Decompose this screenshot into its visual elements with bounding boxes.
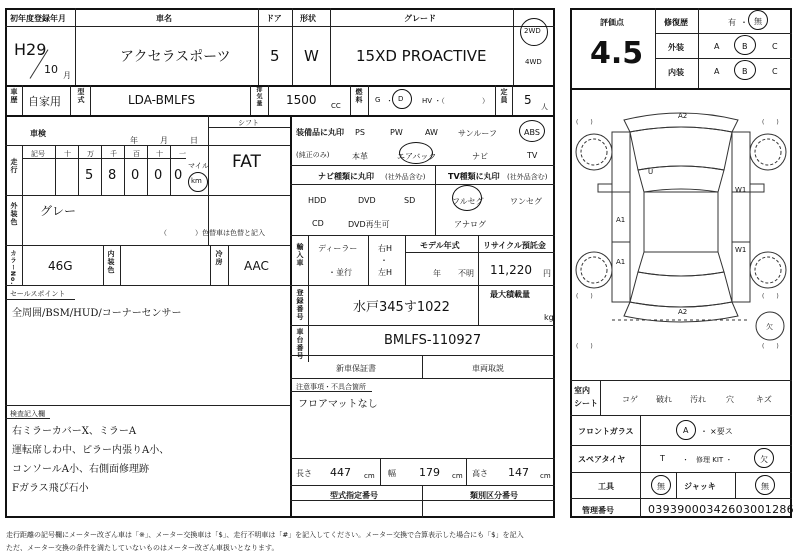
navi-hdd: HDD xyxy=(308,196,327,205)
equip-pw: PW xyxy=(390,128,403,137)
equip-leather: 本革 xyxy=(352,152,368,161)
windshield-dot: ・ xyxy=(700,427,708,436)
col-divider xyxy=(90,85,91,115)
col-divider xyxy=(22,85,23,115)
mileage-symbol-label: 記号 xyxy=(31,150,45,158)
row-divider xyxy=(5,405,290,406)
unit-2: 千 xyxy=(110,150,117,158)
warranty-manual: 車両取説 xyxy=(472,364,504,373)
col-divider xyxy=(22,145,23,195)
col-divider xyxy=(513,8,514,85)
row-divider xyxy=(290,165,555,166)
import-left: 左H xyxy=(378,268,393,277)
fuel-dot: ・ xyxy=(386,97,393,105)
fuel-g: G xyxy=(375,96,381,104)
windshield-label: フロントガラス xyxy=(578,427,634,436)
col-divider xyxy=(124,145,125,195)
digit-4: 0 xyxy=(174,168,183,183)
seat-label-2: シート xyxy=(574,399,598,408)
repair-no: 無 xyxy=(754,17,762,26)
col-divider xyxy=(103,245,104,285)
model-label: 型式 xyxy=(77,88,85,104)
svg-text:( ): ( ) xyxy=(762,293,779,300)
max-load-kg: kg xyxy=(544,313,554,322)
svg-text:( ): ( ) xyxy=(762,343,779,350)
repair-label: 修復歴 xyxy=(664,18,688,27)
notes-underline xyxy=(290,391,372,392)
month-value: 10 xyxy=(44,63,58,76)
registration-value: 水戸345す1022 xyxy=(353,300,450,315)
shift-label: シフト xyxy=(238,119,259,127)
kind-value: 自家用 xyxy=(28,95,61,108)
class-label: 類別区分番号 xyxy=(470,491,518,500)
diagram-mark-front: A2 xyxy=(678,112,688,120)
exterior-grade-label: 外装 xyxy=(668,43,684,52)
tv-fullseg: フルセグ xyxy=(452,197,484,206)
row-divider xyxy=(5,285,290,286)
management-value: 0393900034260300128​6 xyxy=(648,503,794,516)
fuel-label: 燃料 xyxy=(355,88,363,104)
col-divider xyxy=(368,235,369,285)
row-divider xyxy=(655,33,792,34)
import-dealer: ディーラー xyxy=(318,244,358,253)
equipment-sublabel: (純正のみ) xyxy=(296,151,330,159)
equip-tv: TV xyxy=(527,151,538,160)
col-divider xyxy=(422,485,423,518)
shift-value: FAT xyxy=(232,152,261,172)
row-divider xyxy=(570,472,792,473)
col-divider xyxy=(120,245,121,285)
navi-label: ナビ種類に丸印 xyxy=(318,172,374,181)
tv-label: TV種類に丸印 xyxy=(448,172,500,181)
navi-sd: SD xyxy=(404,196,416,205)
height-value: 147 xyxy=(508,466,529,479)
shape-value: W xyxy=(304,47,319,65)
jack-value: 無 xyxy=(761,482,769,491)
recycle-yen: 円 xyxy=(543,269,551,278)
tv-analog: アナログ xyxy=(454,220,486,229)
row-divider xyxy=(290,235,555,236)
sales-point-value: 全周囲/BSM/HUD/コーナーセンサー xyxy=(12,308,182,319)
col-divider xyxy=(676,472,677,498)
digit-3: 0 xyxy=(154,168,163,183)
equip-sunroof: サンルーフ xyxy=(458,129,497,138)
row-divider xyxy=(570,88,792,90)
col-divider xyxy=(22,245,23,285)
model-year-unit: 年 xyxy=(433,269,441,278)
score-value: 4.5 xyxy=(590,36,644,71)
navi-dvd-play: DVD再生可 xyxy=(348,220,390,229)
row-divider xyxy=(570,415,792,416)
kind-label: 車歴 xyxy=(10,88,18,104)
seat-opt-2: 汚れ xyxy=(690,395,706,404)
col-divider xyxy=(208,115,209,245)
fuel-hv: HV ・（ xyxy=(422,97,445,105)
windshield-replace: ×要ス xyxy=(710,427,733,436)
header-label-line xyxy=(5,26,555,27)
col-divider xyxy=(405,235,406,285)
svg-text:( ): ( ) xyxy=(576,293,593,300)
col-divider xyxy=(55,145,56,195)
inspection-year-unit: 年 xyxy=(130,136,138,145)
col-divider xyxy=(292,8,293,85)
col-divider xyxy=(422,355,423,378)
door-label: ドア xyxy=(266,14,282,23)
equip-ps: PS xyxy=(355,128,365,137)
col-divider xyxy=(640,415,641,518)
length-label: 長さ xyxy=(296,469,312,478)
exterior-grade-a: A xyxy=(714,42,720,51)
aircon-label: 冷房 xyxy=(215,250,223,266)
grade-label: グレード xyxy=(404,14,436,23)
col-divider xyxy=(22,195,23,245)
diagram-mark-left-rear: A1 xyxy=(616,258,626,266)
color-no-label: カラーNo. xyxy=(9,250,16,286)
digit-2: 0 xyxy=(131,168,140,183)
score-label: 評価点 xyxy=(600,18,624,27)
designation-line xyxy=(290,500,555,501)
seat-opt-1: 破れ xyxy=(656,395,672,404)
col-divider xyxy=(170,145,171,195)
height-cm: cm xyxy=(540,472,551,480)
col-divider xyxy=(350,85,351,115)
mile-label: マイル xyxy=(188,162,209,170)
model-year-label: モデル年式 xyxy=(420,241,460,250)
row-divider xyxy=(570,380,792,381)
inspection-month-unit: 月 xyxy=(160,136,168,145)
equip-navi: ナビ xyxy=(472,152,488,161)
col-divider xyxy=(268,85,269,115)
year-value: H29 xyxy=(14,40,47,59)
interior-color-label: 内装色 xyxy=(107,250,115,274)
import-label: 輸入車 xyxy=(296,243,304,267)
navi-dvd: DVD xyxy=(358,196,376,205)
height-label: 高さ xyxy=(472,469,488,478)
recycle-value: 11,220 xyxy=(490,263,532,277)
diagram-mark-rear: A2 xyxy=(678,308,688,316)
interior-grade-b: B xyxy=(742,67,748,76)
unit-3: 百 xyxy=(133,150,140,158)
row-divider xyxy=(570,498,792,499)
warranty-new: 新車保証書 xyxy=(336,364,376,373)
car-name-value: アクセラスポーツ xyxy=(120,49,231,65)
col-divider xyxy=(435,165,436,235)
capacity-label: 定員 xyxy=(500,88,508,104)
seat-label-1: 室内 xyxy=(574,386,590,395)
col-divider xyxy=(78,145,79,195)
digit-0: 5 xyxy=(85,168,94,183)
fuel-d: D xyxy=(398,95,404,103)
diagram-mark-roof: U xyxy=(648,168,654,176)
svg-text:( ): ( ) xyxy=(576,343,593,350)
equipment-label: 装備品に丸印 xyxy=(296,128,344,137)
seat-opt-3: 穴 xyxy=(726,395,734,404)
navi-sub: (社外品含む) xyxy=(385,173,426,181)
unit-5: 一 xyxy=(179,150,186,158)
col-divider xyxy=(478,285,479,325)
displacement-label: 排気量 xyxy=(255,86,262,107)
fuel-close: ） xyxy=(482,97,489,105)
col-divider xyxy=(466,458,467,485)
exterior-grade-b: B xyxy=(742,42,748,51)
repair-dot: ・ xyxy=(740,18,748,27)
sales-underline xyxy=(5,299,75,300)
tools-label: 工具 xyxy=(598,482,614,491)
width-value: 179 xyxy=(419,466,440,479)
navi-header-line xyxy=(290,184,555,185)
inspector-line-3: Fガラス飛び石小 xyxy=(12,483,89,494)
col-divider xyxy=(250,85,251,115)
unit-4: 十 xyxy=(156,150,163,158)
interior-grade-label: 内装 xyxy=(668,68,684,77)
row-divider xyxy=(290,458,555,459)
displacement-value: 1500 xyxy=(286,93,317,107)
import-dot: ・ xyxy=(380,256,388,265)
inspector-underline xyxy=(5,418,50,419)
unit-0: 十 xyxy=(64,150,71,158)
recycle-label: リサイクル預託金 xyxy=(483,241,546,250)
inspector-line-1: 運転席しわ中、ピラー内張りA小、 xyxy=(12,445,170,456)
col-divider xyxy=(600,380,601,415)
col-divider xyxy=(75,8,76,85)
length-cm: cm xyxy=(364,472,375,480)
row-divider xyxy=(290,325,555,326)
row-divider xyxy=(5,195,290,196)
col-divider xyxy=(228,245,229,285)
tools-value: 無 xyxy=(657,482,665,491)
col-divider xyxy=(70,85,71,115)
diagram-mark-right-front: W1 xyxy=(735,186,747,194)
shape-label: 形状 xyxy=(300,14,316,23)
model-value: LDA-BMLFS xyxy=(128,93,196,107)
seat-opt-0: コゲ xyxy=(622,395,638,404)
col-divider xyxy=(495,85,496,115)
length-value: 447 xyxy=(330,466,351,479)
col-divider xyxy=(258,8,259,85)
col-divider xyxy=(308,235,309,285)
drive-4wd: 4WD xyxy=(525,58,542,66)
chassis-value: BMLFS-110927 xyxy=(384,333,482,348)
equip-abs: ABS xyxy=(524,128,540,137)
diagram-mark-right-rear: W1 xyxy=(735,246,747,254)
svg-text:( ): ( ) xyxy=(576,119,593,126)
spare-label: スペアタイヤ xyxy=(578,455,626,464)
km-label: km xyxy=(191,177,202,185)
col-divider xyxy=(210,245,211,285)
sales-point-label: セールスポイント xyxy=(10,290,66,298)
row-divider xyxy=(570,445,792,446)
inspector-label: 検査記入欄 xyxy=(10,410,45,418)
import-header-line xyxy=(405,252,555,253)
diagram-mark-spare: 欠 xyxy=(766,323,773,331)
row-divider xyxy=(290,378,555,379)
digit-1: 8 xyxy=(108,168,117,183)
jack-label: ジャッキ xyxy=(684,482,716,491)
navi-cd: CD xyxy=(312,219,324,228)
exterior-note: （ ）色替車は色替と記入 xyxy=(160,229,265,237)
tv-sub: (社外品含む) xyxy=(507,173,548,181)
notes-value: フロアマットなし xyxy=(298,399,378,410)
equip-airbag: エアバック xyxy=(397,152,437,161)
col-divider xyxy=(308,285,309,362)
inspection-day-unit: 日 xyxy=(190,136,198,145)
designation-label: 型式指定番号 xyxy=(330,491,378,500)
spare-t: T xyxy=(660,454,665,463)
width-label: 幅 xyxy=(388,469,396,478)
col-divider xyxy=(478,235,479,285)
col-divider xyxy=(655,8,656,88)
capacity-value: 5 xyxy=(524,93,532,107)
exterior-grade-c: C xyxy=(772,42,778,51)
width-cm: cm xyxy=(452,472,463,480)
year-label: 初年度登録年月 xyxy=(10,14,66,23)
doors-value: 5 xyxy=(270,47,280,65)
drive-2wd: 2WD xyxy=(524,27,541,35)
color-no-value: 46G xyxy=(48,259,73,273)
row-divider xyxy=(5,115,555,117)
col-divider xyxy=(735,472,736,498)
col-divider xyxy=(101,145,102,195)
footer-line-2: ただ、メーター交換の条件を満たしていないものはメーター改ざん車扱いとなります。 xyxy=(6,544,279,552)
cc-unit: CC xyxy=(331,102,341,110)
capacity-unit: 人 xyxy=(541,103,548,111)
model-year-unknown: 不明 xyxy=(458,269,474,278)
col-divider xyxy=(698,8,699,88)
exterior-label: 外装色 xyxy=(10,202,18,226)
unit-1: 万 xyxy=(87,150,94,158)
windshield-mark: A xyxy=(683,426,689,435)
exterior-value: グレー xyxy=(40,204,77,218)
month-unit: 月 xyxy=(63,71,71,80)
inspection-label: 車検 xyxy=(30,129,46,138)
svg-text:( ): ( ) xyxy=(762,119,779,126)
seat-opt-4: キズ xyxy=(756,395,772,404)
col-divider xyxy=(368,85,369,115)
import-right: 右H xyxy=(378,244,393,253)
diagram-mark-left-front: A1 xyxy=(616,216,626,224)
row-divider xyxy=(5,85,555,87)
row-divider xyxy=(290,285,555,286)
footer-line-1: 走行距離の記号欄にメーター改ざん車は「※」、メーター交換車は「$」、走行不明車は「#」を記入してください。メーター交換で合算表示した場合にも「$」を記入 xyxy=(6,531,524,539)
row-divider xyxy=(5,245,290,246)
tv-oneseg: ワンセグ xyxy=(510,197,542,206)
col-divider xyxy=(330,8,331,85)
management-label: 管理番号 xyxy=(582,506,614,515)
equip-aw: AW xyxy=(425,128,438,137)
repair-yes: 有 xyxy=(728,18,736,27)
chassis-label: 車台番号 xyxy=(296,328,304,360)
inspector-line-2: コンソールA小、右側面修理跡 xyxy=(12,464,150,475)
inspector-line-0: 右ミラーカバーX、ミラーA xyxy=(12,426,137,437)
grade-value: 15XD PROACTIVE xyxy=(356,47,487,65)
interior-grade-c: C xyxy=(772,67,778,76)
col-divider xyxy=(380,458,381,485)
col-divider xyxy=(512,85,513,115)
spare-none: 欠 xyxy=(760,455,768,464)
row-divider xyxy=(655,58,792,59)
registration-label: 登録番号 xyxy=(296,289,304,321)
interior-grade-a: A xyxy=(714,67,720,76)
spare-kit: ・ 修理 KIT ・ xyxy=(682,456,733,464)
car-damage-diagram xyxy=(572,92,790,377)
max-load-label: 最大積載量 xyxy=(490,290,530,299)
import-parallel: ・並行 xyxy=(328,268,352,277)
car-name-label: 車名 xyxy=(156,14,172,23)
col-divider xyxy=(147,145,148,195)
aircon-value: AAC xyxy=(244,259,269,273)
mileage-label: 走行 xyxy=(10,158,18,174)
notes-label: 注意事項・不具合箇所 xyxy=(296,383,366,391)
